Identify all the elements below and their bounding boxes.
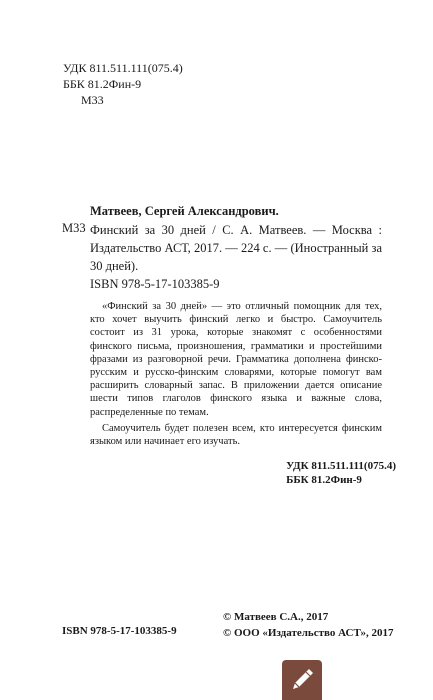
udk-code: УДК 811.511.111(075.4) — [63, 61, 183, 75]
bibliographic-description: Финский за 30 дней / С. А. Матвеев. — Москва : Издательство АСТ, 2017. — 224 с. — (Иностранный за 30 дней). — [90, 223, 382, 273]
copyright-author: © Матвеев С.А., 2017 — [223, 611, 329, 623]
author-mark-inline: М33 — [62, 221, 86, 235]
abstract-paragraph: Самоучитель будет полезен всем, кто интересуется финским языком или начинает его изучать. — [90, 422, 382, 448]
author-heading: Матвеев, Сергей Александрович. — [90, 204, 279, 218]
copyright-block — [223, 609, 394, 641]
copyright-publisher: © ООО «Издательство АСТ», 2017 — [223, 627, 394, 639]
author-mark: М33 — [81, 93, 104, 107]
abstract-paragraph: «Финский за 30 дней» — это отличный помощник для тех, кто хочет выучить финский легко и быстро. Самоучитель состоит из 31 урока, которые знакомят с особенностями финского письма, произношения, грамматики и простейшими фразами из разговорной речи. Грамматика дополнена финско-русским и русско-финским словарями, которые помогут вам расширить словарный запас. В приложении дается описание шести типов глаголов финского языка и важные слова, распределенные по темам. — [90, 301, 382, 418]
bbk-code-repeat: ББК 81.2Фин-9 — [286, 474, 362, 486]
isbn-footer: ISBN 978-5-17-103385-9 — [62, 625, 177, 637]
pen-nib-icon — [282, 660, 322, 700]
classification-block — [63, 60, 183, 108]
classification-repeat — [286, 459, 396, 487]
isbn-record: ISBN 978-5-17-103385-9 — [90, 277, 220, 291]
logo-badge — [282, 660, 322, 700]
udk-code-repeat: УДК 811.511.111(075.4) — [286, 460, 396, 472]
abstract — [90, 300, 382, 448]
bbk-code: ББК 81.2Фин-9 — [63, 77, 142, 91]
